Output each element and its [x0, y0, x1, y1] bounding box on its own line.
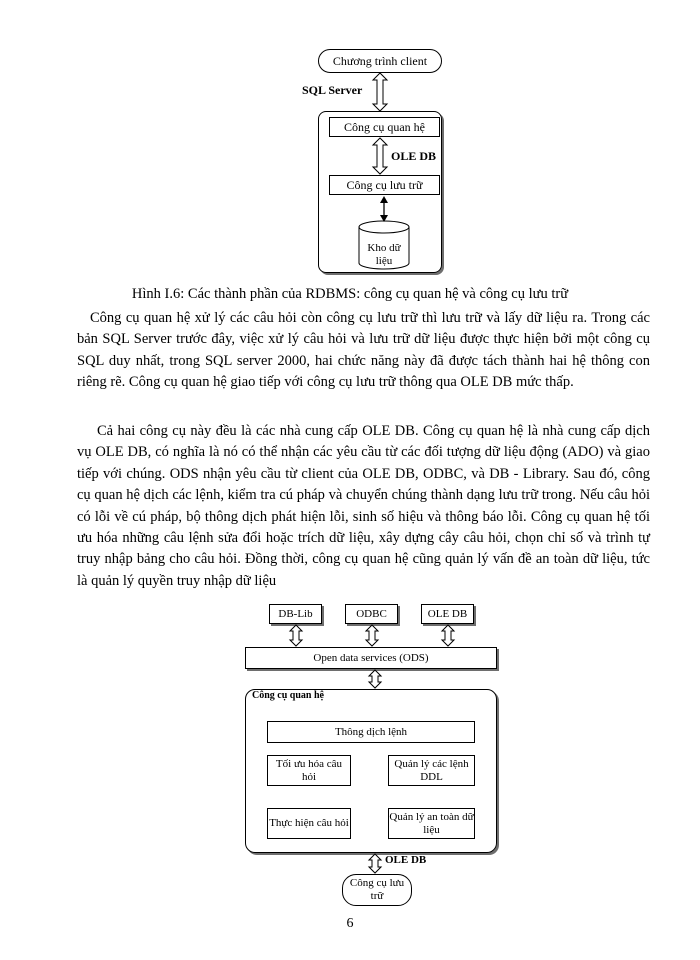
storage-engine-box: Công cụ lưu trữ — [329, 175, 440, 195]
storage-engine-pill: Công cụ lưu trữ — [342, 874, 412, 906]
page-number: 6 — [346, 916, 354, 931]
ddl-manager-box: Quản lý các lệnh DDL — [388, 755, 475, 786]
dblib-box: DB-Lib — [269, 604, 322, 624]
query-executor-box: Thực hiện câu hỏi — [267, 808, 351, 839]
engine-storage-double-arrow — [369, 854, 381, 873]
data-store-label: Kho dữ liệu — [367, 242, 401, 267]
dblib-ods-double-arrow — [290, 625, 302, 646]
odbc-box: ODBC — [345, 604, 398, 624]
figure1-caption: Hình I.6: Các thành phần của RDBMS: công cụ quan hệ và công cụ lưu trữ — [131, 286, 569, 302]
oledb-ods-double-arrow — [442, 625, 454, 646]
oledb-top-box: OLE DB — [421, 604, 474, 624]
relational-engine-title: Công cụ quan hệ — [252, 690, 324, 701]
paragraph-1-text: Công cụ quan hệ xử lý các câu hỏi còn công cụ lưu trữ thì lưu trữ và lấy dữ liệu ra. Trong các bản SQL Server trước đây, việc xử lý câu hỏi và lưu trữ dữ liệu được thực hiện bởi một công cụ SQL duy nhất, trong SQL server 2000, hai chức năng này đã được tách thành hai hệ thông con riêng rẽ. Công cụ quan hệ giao tiếp với công cụ lưu trữ thông qua OLE DB mức thấp. — [77, 310, 650, 391]
ods-box: Open data services (ODS) — [245, 647, 497, 669]
paragraph-2-text: Cả hai công cụ này đều là các nhà cung cấp OLE DB. Công cụ quan hệ là nhà cung cấp dịch vụ OLE DB, có nghĩa là nó có thể nhận các yêu cầu từ các đối tượng dữ liệu động (ADO) và giao tiếp với chúng. ODS nhận yêu cầu từ client của OLE DB, ODBC, và DB - Library. Sau đó, công cụ quan hệ dịch các lệnh, kiểm tra cú pháp và chuyển chúng thành dạng lưu trữ trong. Nếu câu hỏi có lỗi về cú pháp, bộ thông dịch phát hiện lỗi, sinh số hiệu và thông báo lỗi. Công cụ quan hệ tối ưu hóa những câu lệnh sửa đổi hoặc trích dữ liệu, xây dựng cây câu hỏi, chọn chỉ số và trình tự truy nhập bảng cho câu hỏi. Đồng thời, công cụ quan hệ cũng quản lý vấn đề an toàn dữ liệu, tức là quản lý quyền truy nhập dữ liệu — [77, 423, 650, 589]
ods-engine-double-arrow — [369, 670, 381, 688]
oledb-label-fig1: OLE DB — [391, 149, 437, 163]
oledb-label-fig2: OLE DB — [385, 854, 427, 866]
odbc-ods-double-arrow — [366, 625, 378, 646]
security-manager-box: Quản lý an toàn dữ liệu — [388, 808, 475, 839]
client-program-box: Chương trình client — [318, 49, 442, 73]
query-optimizer-box: Tối ưu hóa câu hỏi — [267, 755, 351, 786]
command-parser-box: Thông dịch lệnh — [267, 721, 475, 743]
relational-engine-box: Công cụ quan hệ — [329, 117, 440, 137]
sql-server-label: SQL Server — [302, 83, 363, 97]
